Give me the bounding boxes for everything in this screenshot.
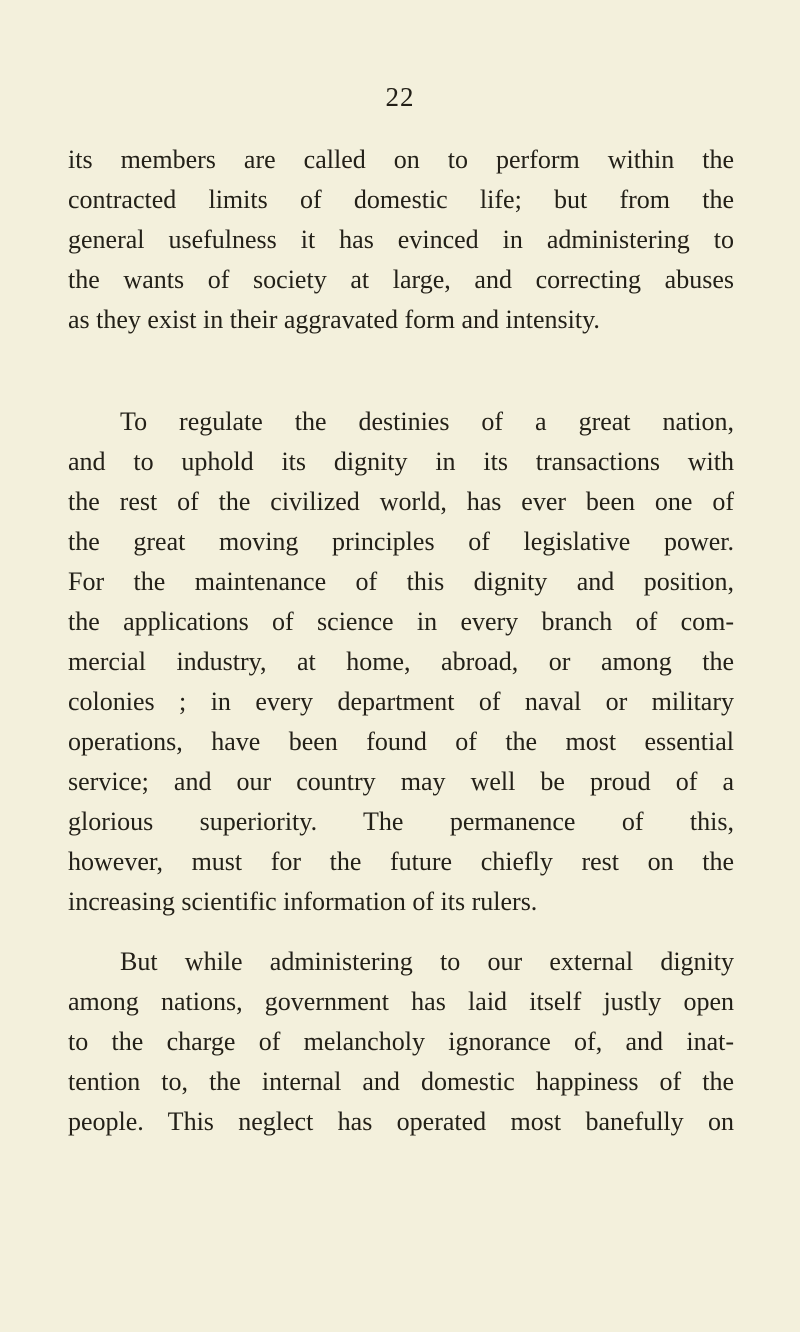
text-line: glorious superiority. The permanence of this, [68, 807, 734, 836]
text-line: the great moving principles of legislative power. [68, 527, 734, 556]
text-line: tention to, the internal and domestic happiness of the [68, 1067, 734, 1096]
page-number: 22 [385, 82, 415, 112]
text-line: contracted limits of domestic life; but from the [68, 185, 734, 214]
text-line: however, must for the future chiefly rest on the [68, 847, 734, 876]
text-line: service; and our country may well be proud of a [68, 767, 734, 796]
text-line: among nations, government has laid itself justly open [68, 987, 734, 1016]
text-line: increasing scientific information of its rulers. [68, 887, 538, 916]
paragraph-1 [68, 140, 734, 340]
text-line: colonies ; in every department of naval or military [68, 687, 734, 716]
text-line: operations, have been found of the most essential [68, 727, 734, 756]
text-line: the applications of science in every branch of com- [68, 607, 734, 636]
text-line: mercial industry, at home, abroad, or among the [68, 647, 734, 676]
text-line: people. This neglect has operated most banefully on [68, 1107, 734, 1136]
paragraph-3 [68, 942, 734, 1142]
text-line: general usefulness it has evinced in administering to [68, 225, 734, 254]
text-line: But while administering to our external dignity [120, 947, 734, 976]
text-line: as they exist in their aggravated form and intensity. [68, 305, 600, 334]
text-line: and to uphold its dignity in its transactions with [68, 447, 734, 476]
text-line: the rest of the civilized world, has ever been one of [68, 487, 734, 516]
text-line: its members are called on to perform within the [68, 145, 734, 174]
text-line: the wants of society at large, and correcting abuses [68, 265, 734, 294]
text-line: to the charge of melancholy ignorance of, and inat- [68, 1027, 734, 1056]
paragraph-2 [68, 402, 734, 922]
text-line: For the maintenance of this dignity and position, [68, 567, 734, 596]
text-line: To regulate the destinies of a great nation, [120, 407, 734, 436]
